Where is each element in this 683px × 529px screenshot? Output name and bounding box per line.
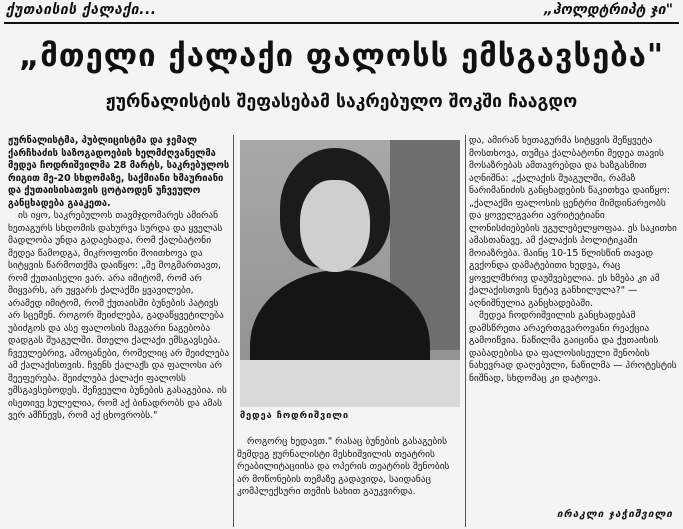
author-signature: ირაკლი ჯაჭიშვილი xyxy=(557,509,673,520)
article-body-1: ის იყო, საკრებულოს თავმჯდომარეს ამირან ხეთაგურს სხდომის დახურვა სურდა და ყველას მადლობა უნდა გადაეხადა, რომ ქალბატონი მედეა წამოდგა, მიკროფონი მოითხოვა და სიტყვის წარმოთქმა დაიწყო: „მე მოგმართავთ, რომ ქუთაისელი ვარ. არა იმიტომ, რომ არ მიყვარს, არ უყვარს ქალაქში ყვავილები, არამედ იმიტომ, რომ ქუთაისში ბუნების პატივს არ სცემენ. როგორ შეიძლება, გადაწყვეტილება უბიძგოს და ასე ფალოსის მაგვარი ნაგებობა დადგას შუაგულში. მთელი ქალაქი ემსგავსება. ჩვეულებრივ, ამოცანები, რომელიც არ შეიძლება ამ ქალაქისთვის. ჩვენს ქალაქს და ფალოსი არ შეეფერება. შეიძლება ქალაქი ფალოსს ემსგავსებოდეს. შეჩვეული ბუნების გასაგებია. ის ისეთივე სულელია, რომ აქ ბინადრობს და ამას ვერ ამჩნევს, რომ აქ ცხოვრობს." xyxy=(8,210,230,421)
portrait-photo xyxy=(240,140,460,407)
article-body-3: და, ამირან ხეთაგურმა სიტყვის შეწყვეტა მოსთხოვა, თუმცა ქალბატონი მედეა თავის მოსაზრებას ამთავრებდა და ხაზგასმით აღნიშნა: „ქალაქის შუაგულში, რამაზ ნარიმანიძის განცხადების წაკითხვა დაიწყო: „ქალაქში ფალოსის ცენტრი მიმდინარეობს და ყოველგვარი ავრიტეტიანი ლონისძიებების უგულებელყოფაა. ეს საკითხი ამასთანავე, ამ ქალაქის პოლიტიკაში მოიაზრება. მაინც 10-15 წლისწინ თავად გვქონდა დამატებითი ხედვა, რაც ყოველმხრივ დაუშვებელია. ეს ხმება კი ამ ქალაქისთვის ნეტავ განხილულა?" — აღნიშნულია განცხადებაში. xyxy=(469,135,677,309)
photo-caption: მედეა ჩოდრიშვილი xyxy=(240,411,350,421)
article-column-1 xyxy=(8,135,230,527)
article-subhead: ჟურნალისტის შეფასებამ საკრებულო შოკში ჩააგდო xyxy=(105,92,578,112)
article-headline: „მთელი ქალაქი ფალოსს ემსგავსება" xyxy=(18,38,665,74)
article-body-2: როგორც ხედავთ." რასაც ბუნების გასაგების შემდეგ ჟურნალისტი მესხიშვილის თეატრის რეაბილიტაციისა და ოპერის თეატრის შენობის არ მოწონების თემაზე გადავიდა, საიდანაც კომპლექსური თემის სახით გაუკვირდა. xyxy=(237,436,450,497)
rubric-header: „ჰოლდტრიპტ ჯი" xyxy=(543,2,673,18)
article-column-3 xyxy=(469,135,677,527)
column-divider xyxy=(233,135,234,527)
header-rule xyxy=(4,22,679,24)
article-body-4: მედეა ჩოდრიშვილის განცხადებამ დამსწრეთა არაერთგვაროვანი რეაქცია გამოიწვია. ნაწილმა გაიცინა და ქუთაისის დაბადებისა და ფალოსისეული შენობის ნახევრად დაღებული, ნაწილმა — პროტესტის ნიშნად, სხდომაც კი დატოვა. xyxy=(469,310,677,384)
article-lead: ჟურნალისტმა, პუბლიცისტმა და ჯემალ ქარჩხაძის საზოგადოების ხელმძღვანელმა მედეა ჩოდრიშვილმა 28 მარტს, საკრებულოს რიგით მე-20 სხდომაზე, საქმიანი ხმაურიანი და ქუთაისისათვის ცოტაოდენ უჩვეულო განცხადება გააკეთა. xyxy=(8,135,230,209)
column-divider xyxy=(465,135,466,527)
article-column-2 xyxy=(237,436,461,528)
section-header: ქუთაისის ქალაქი... xyxy=(6,2,157,18)
